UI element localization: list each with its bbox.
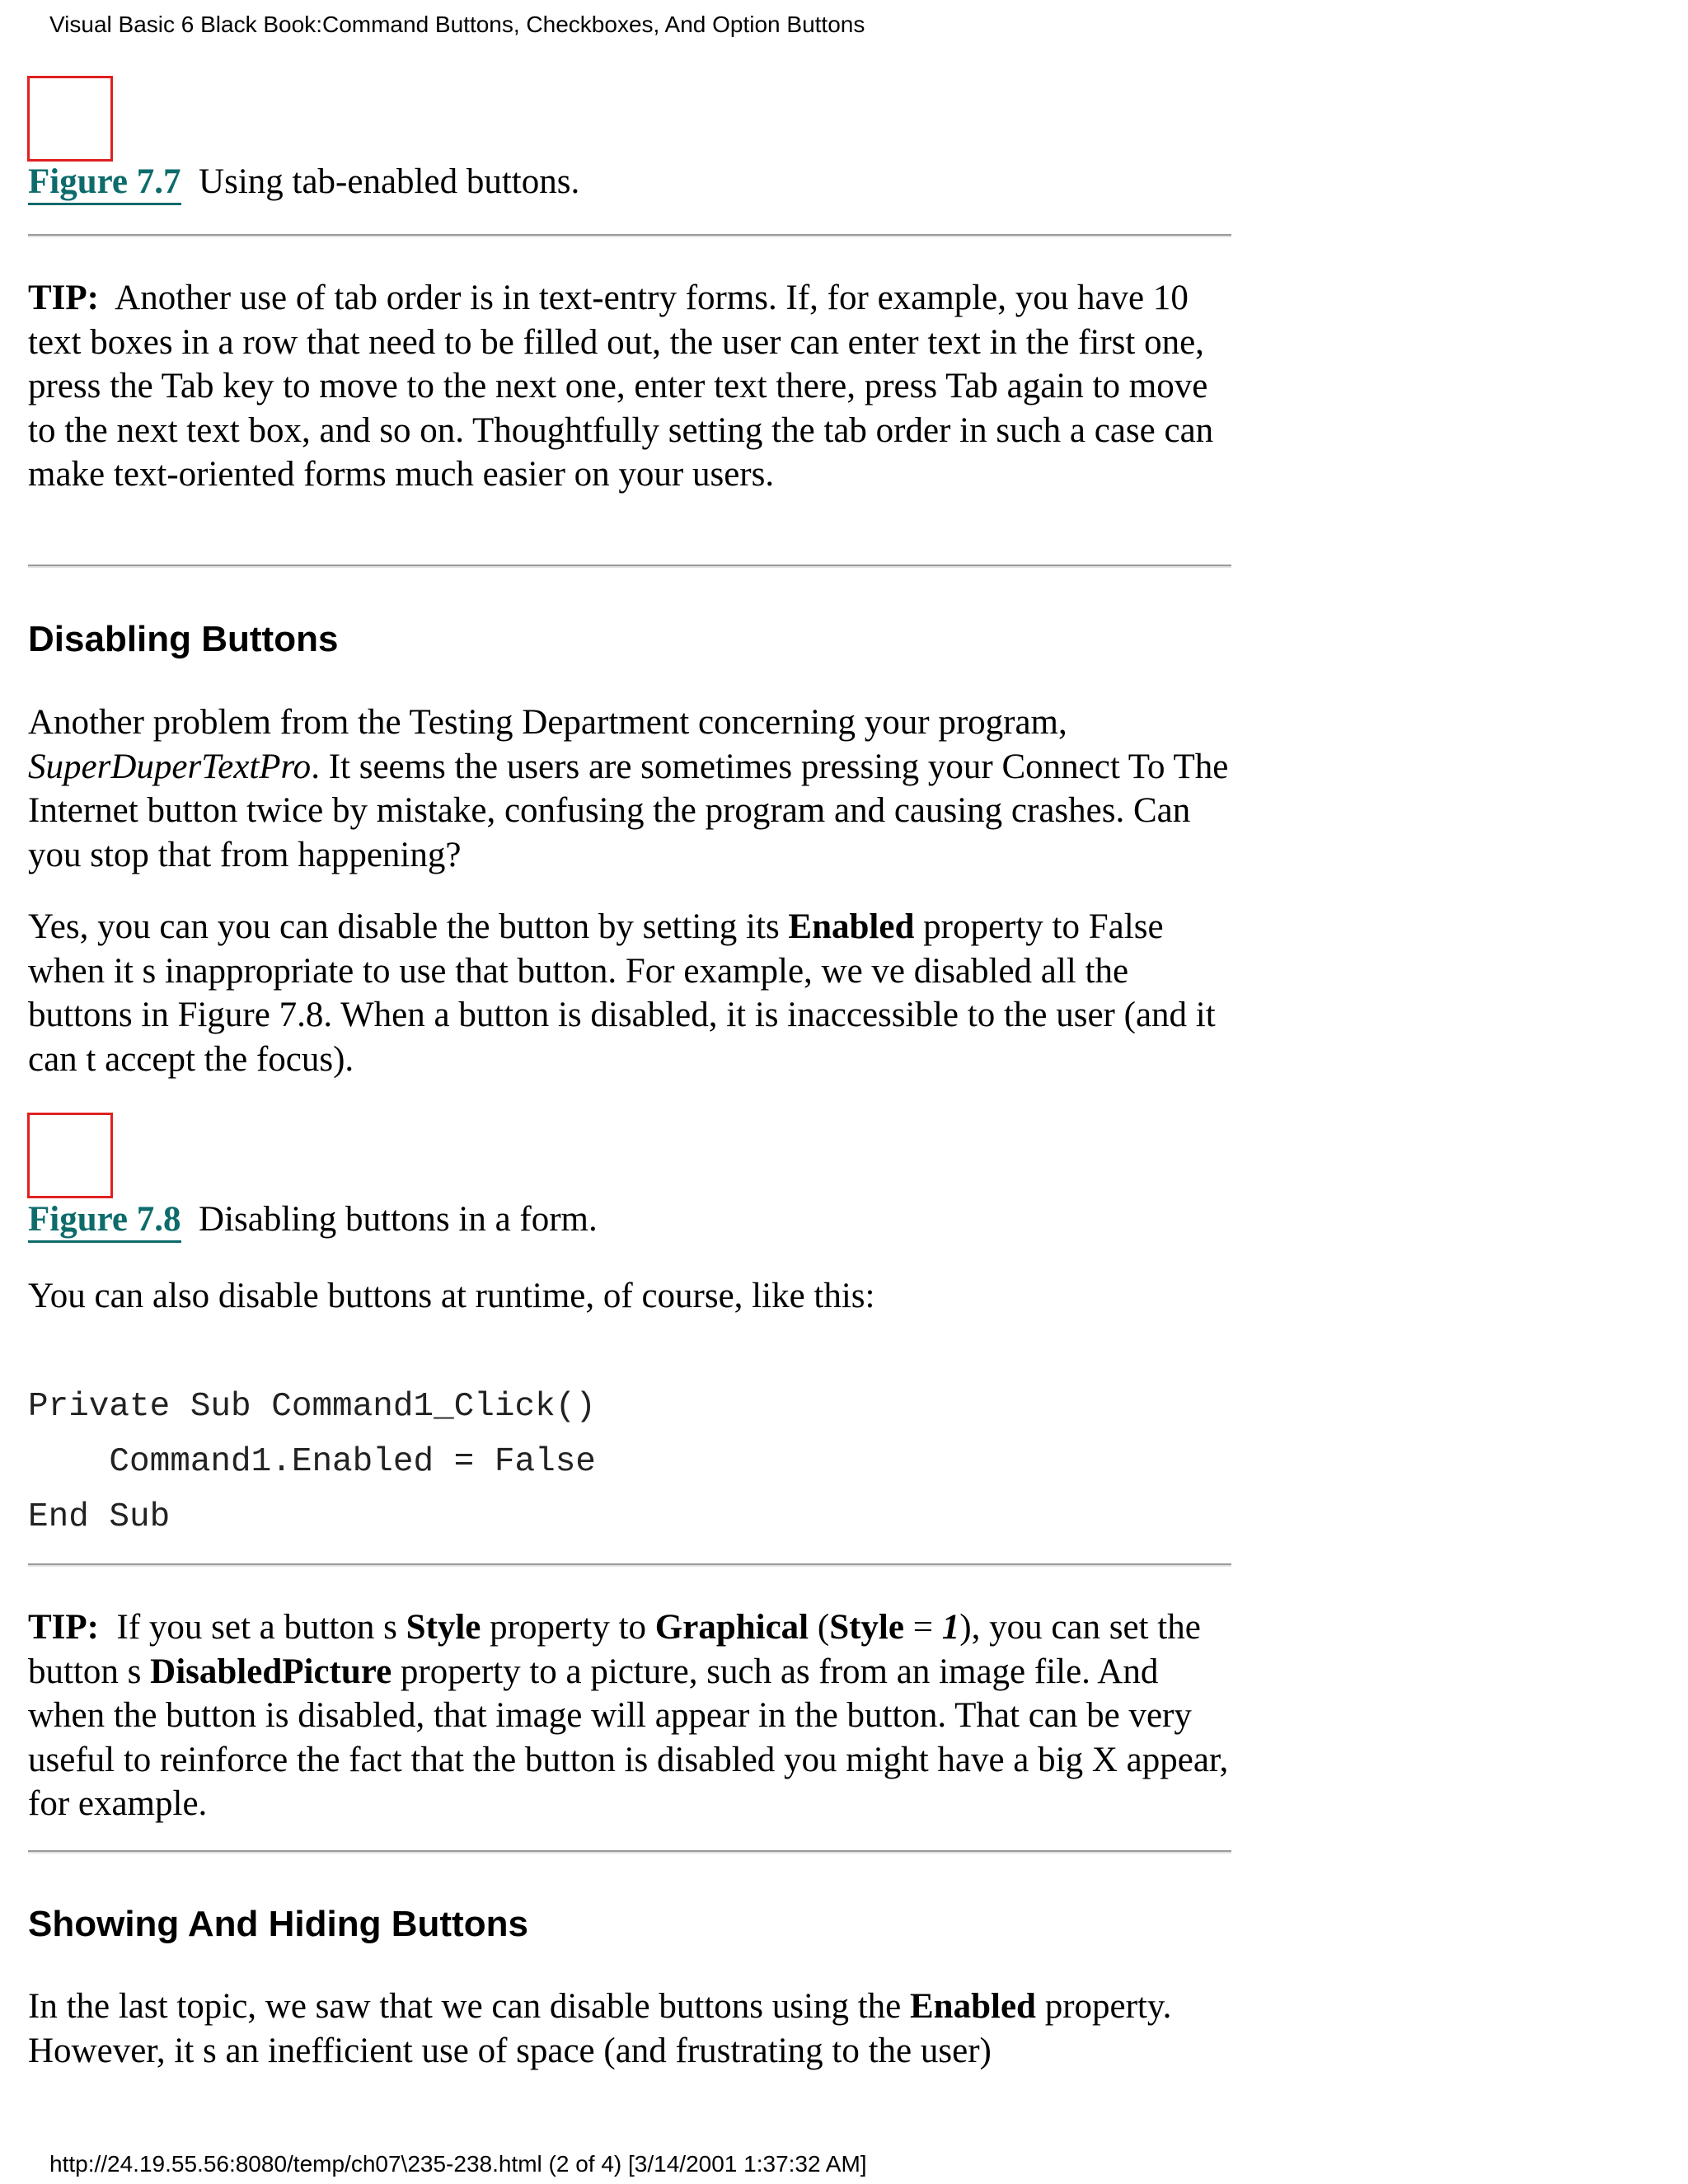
property-name: Style xyxy=(406,1608,481,1647)
property-value: Graphical xyxy=(654,1608,809,1647)
tip-text: Another use of tab order is in text-entry forms. If, for example, you have 10 text boxes in a row that need to be filled out, the user can enter text in the first one, press the Tab key to move to the next one, enter text there, press Tab again to move to the next text box, and so on. Thoughtfully setting the tab order in such a case can make text-oriented forms much easier on your users. xyxy=(28,279,1214,494)
paragraph-text: property to False when it s inappropriate to use that button. For example, we ve disabled all the buttons in Figure 7.8. When a button is disabled, it is inaccessible to the user (and it can t accept the focus). xyxy=(28,907,1216,1079)
divider xyxy=(28,1563,1231,1567)
tip-text: property to a picture, such as from an image file. And when the button is disabled, that image will appear in the button. That can be very useful to reinforce the fact that the button is disabled you might have a big X appear, for example. xyxy=(28,1652,1229,1823)
broken-image-icon xyxy=(27,1113,113,1198)
tip-text: = xyxy=(903,1608,942,1647)
tip-tab-order xyxy=(28,276,1240,497)
code-line: Private Sub Command1_Click() xyxy=(28,1388,596,1426)
section-heading-showing-hiding-buttons: Showing And Hiding Buttons xyxy=(28,1904,528,1944)
divider xyxy=(28,1850,1231,1854)
figure-7-8-link[interactable]: Figure 7.8 xyxy=(28,1200,181,1243)
program-name: SuperDuperTextPro xyxy=(28,747,312,786)
paragraph-text: In the last topic, we saw that we can disable buttons using the xyxy=(28,1987,910,2026)
code-line: End Sub xyxy=(28,1498,171,1536)
figure-7-8-caption xyxy=(28,1199,598,1240)
property-name: Style xyxy=(829,1608,904,1647)
divider xyxy=(28,565,1231,568)
tip-text: ( xyxy=(809,1608,830,1647)
paragraph-text: Yes, you can you can disable the button by setting its xyxy=(28,907,789,946)
property-name: DisabledPicture xyxy=(150,1652,392,1691)
figure-7-7-caption xyxy=(28,162,579,203)
figure-7-8-caption-text: Disabling buttons in a form. xyxy=(199,1200,598,1239)
divider xyxy=(28,234,1231,237)
property-name: Enabled xyxy=(909,1987,1036,2026)
tip-label: TIP: xyxy=(28,1608,99,1647)
figure-7-7-caption-text: Using tab-enabled buttons. xyxy=(199,162,580,201)
paragraph-text: Another problem from the Testing Department concerning your program, xyxy=(28,703,1067,742)
paragraph-runtime: You can also disable buttons at runtime, of course, like this: xyxy=(28,1277,875,1315)
paragraph-text: property. However, it s an inefficient use of space (and frustrating to the user) xyxy=(28,1987,1172,2070)
paragraph-showing-hiding xyxy=(28,1985,1240,2073)
code-block xyxy=(28,1380,596,1545)
tip-text: property to xyxy=(481,1608,655,1647)
code-line: Command1.Enabled = False xyxy=(28,1443,596,1481)
property-value: 1 xyxy=(941,1608,960,1647)
tip-label: TIP: xyxy=(28,279,99,317)
paragraph-testing-department xyxy=(28,701,1240,877)
page-footer-url: http://24.19.55.56:8080/temp/ch07\235-238.html (2 of 4) [3/14/2001 1:37:32 AM] xyxy=(49,2151,867,2177)
page-header: Visual Basic 6 Black Book:Command Buttons, Checkboxes, And Option Buttons xyxy=(49,12,865,37)
paragraph-text: . It seems the users are sometimes pressing your Connect To The Internet button twice by mistake, confusing the program and causing crashes. Can you stop that from happening? xyxy=(28,747,1229,874)
section-heading-disabling-buttons: Disabling Buttons xyxy=(28,619,339,659)
paragraph-enabled-property xyxy=(28,905,1240,1081)
tip-text: ), you can set the button s xyxy=(28,1608,1201,1691)
broken-image-icon xyxy=(27,76,113,162)
tip-disabled-picture xyxy=(28,1605,1240,1826)
figure-7-7-link[interactable]: Figure 7.7 xyxy=(28,162,181,205)
property-name: Enabled xyxy=(788,907,915,946)
tip-text: If you set a button s xyxy=(116,1608,406,1647)
